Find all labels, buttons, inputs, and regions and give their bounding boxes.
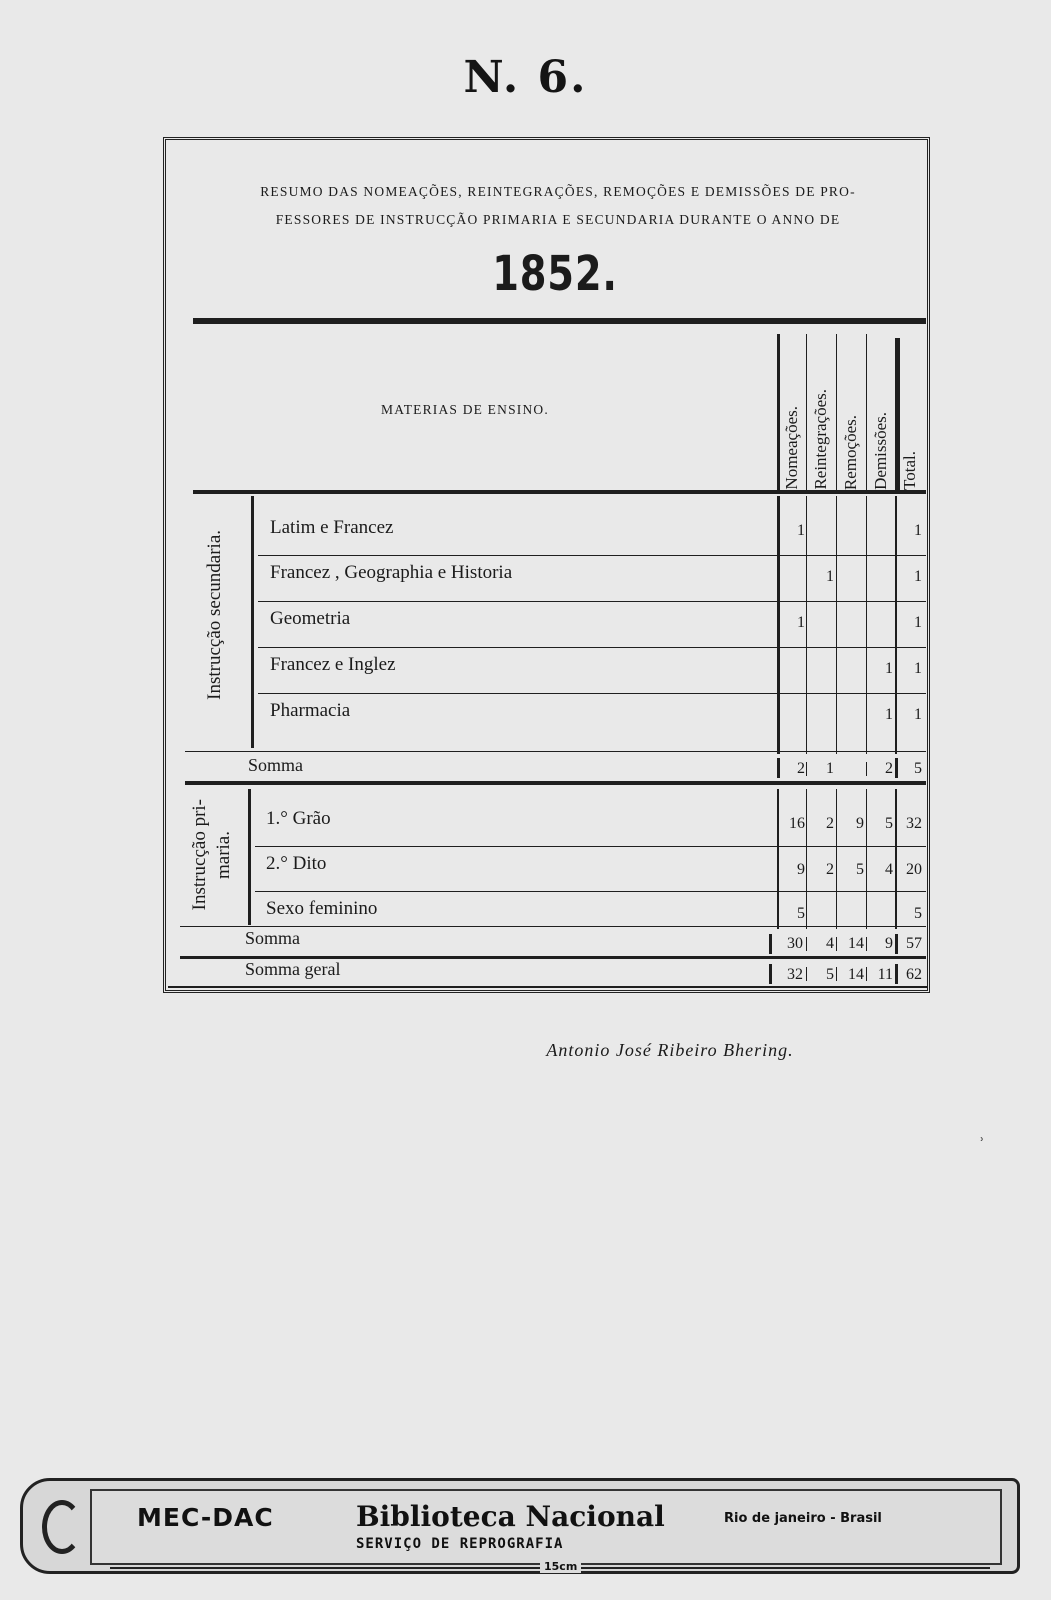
body-divider xyxy=(866,789,867,929)
cell: 1 xyxy=(914,522,922,539)
year: 1852. xyxy=(492,246,618,302)
somma-divider xyxy=(836,937,837,951)
section-divider xyxy=(251,496,254,748)
somma-primaria-label: Somma xyxy=(245,928,301,948)
cell: 5 xyxy=(826,966,834,983)
cell: 5 xyxy=(856,861,864,878)
cell: 5 xyxy=(885,815,893,832)
row-label-geometria: Geometria xyxy=(270,608,351,629)
cell: 9 xyxy=(885,935,893,952)
cell: 1 xyxy=(885,706,893,723)
cell: 2 xyxy=(826,861,834,878)
section-rule xyxy=(185,781,926,785)
document-heading xyxy=(208,178,908,234)
page-number: N. 6. xyxy=(463,52,588,103)
cell: 2 xyxy=(885,760,893,777)
row-label-sexo-feminino: Sexo feminino xyxy=(266,898,378,919)
somma-secundaria-label: Somma xyxy=(248,755,304,775)
cell: 9 xyxy=(856,815,864,832)
heading-line-1: RESUMO DAS NOMEAÇÕES, REINTEGRAÇÕES, REMOÇÕES E DEMISSÕES DE PRO- xyxy=(260,184,856,199)
ring-icon xyxy=(42,1500,82,1554)
section-label-primaria: Instrucção pri- maria. xyxy=(189,799,234,911)
row-label-latim: Latim e Francez xyxy=(270,517,394,538)
somma-geral-label: Somma geral xyxy=(245,959,341,979)
body-divider xyxy=(836,789,837,929)
section-label-secundaria: Instrucção secundaria. xyxy=(204,530,225,700)
cell: 1 xyxy=(797,614,805,631)
body-divider xyxy=(836,496,837,754)
stamp-library: Biblioteca Nacional xyxy=(356,1500,665,1533)
col-head-demissoes: Demissões. xyxy=(871,412,890,490)
cell: 1 xyxy=(826,568,834,585)
row-label-segundo-dito: 2.° Dito xyxy=(266,853,327,874)
cell: 2 xyxy=(826,815,834,832)
somma-divider xyxy=(769,964,772,984)
cell: 1 xyxy=(914,660,922,677)
margin-mark: ʾ xyxy=(980,1136,985,1152)
cell: 32 xyxy=(906,815,922,832)
col-head-reintegracoes: Reintegrações. xyxy=(811,389,830,490)
heading-rule xyxy=(193,318,926,324)
stamp-service: SERVIÇO DE REPROGRAFIA xyxy=(356,1536,564,1552)
row-label-francez-geographia: Francez , Geographia e Historia xyxy=(270,562,513,583)
stamp-city: Rio de janeiro - Brasil xyxy=(724,1511,882,1526)
somma-divider xyxy=(806,937,807,951)
cell: 5 xyxy=(914,760,922,777)
row-divider xyxy=(258,647,926,648)
somma-divider xyxy=(806,967,807,981)
stamp-scale: 15cm xyxy=(540,1560,581,1573)
cell: 5 xyxy=(797,905,805,922)
cell: 32 xyxy=(787,966,803,983)
header-divider xyxy=(895,338,900,492)
row-divider xyxy=(258,693,926,694)
cell: 1 xyxy=(914,706,922,723)
cell: 14 xyxy=(848,966,864,983)
row-label-pharmacia: Pharmacia xyxy=(270,700,351,721)
somma-rule xyxy=(180,926,926,927)
row-divider xyxy=(258,601,926,602)
cell: 1 xyxy=(797,522,805,539)
row-divider xyxy=(255,846,926,847)
cell: 62 xyxy=(906,966,922,983)
row-label-francez-inglez: Francez e Inglez xyxy=(270,654,396,675)
cell: 4 xyxy=(826,935,834,952)
section-divider xyxy=(248,789,251,925)
cell: 9 xyxy=(797,861,805,878)
cell: 57 xyxy=(906,935,922,952)
row-label-primeiro-grao: 1.° Grão xyxy=(266,808,331,829)
cell: 30 xyxy=(787,935,803,952)
signature: Antonio José Ribeiro Bhering. xyxy=(546,1040,794,1060)
stamp-org: MEC-DAC xyxy=(137,1503,274,1532)
cell: 14 xyxy=(848,935,864,952)
row-divider xyxy=(258,555,926,556)
cell: 20 xyxy=(906,861,922,878)
cell: 1 xyxy=(914,614,922,631)
header-bottom-rule xyxy=(193,490,926,494)
cell: 1 xyxy=(885,660,893,677)
header-divider xyxy=(806,334,807,492)
col-head-remocoes: Remoções. xyxy=(841,414,860,490)
somma-divider xyxy=(836,967,837,981)
header-divider xyxy=(777,334,780,492)
header-divider xyxy=(866,334,867,492)
somma-rule xyxy=(185,751,926,752)
cell: 4 xyxy=(885,861,893,878)
cell: 5 xyxy=(914,905,922,922)
somma-divider xyxy=(769,934,772,954)
heading-line-2: FESSORES DE INSTRUCÇÃO PRIMARIA E SECUNDARIA DURANTE O ANNO DE xyxy=(275,212,841,227)
cell: 1 xyxy=(914,568,922,585)
cell: 2 xyxy=(797,760,805,777)
header-divider xyxy=(836,334,837,492)
col-head-nomeacoes: Nomeações. xyxy=(782,406,801,490)
row-divider xyxy=(255,891,926,892)
cell: 1 xyxy=(826,760,834,777)
cell: 11 xyxy=(877,966,893,983)
cell: 16 xyxy=(789,815,805,832)
col-head-total: Total. xyxy=(900,451,919,490)
materias-title: MATERIAS DE ENSINO. xyxy=(381,402,549,417)
table-bottom-rule xyxy=(168,986,928,988)
